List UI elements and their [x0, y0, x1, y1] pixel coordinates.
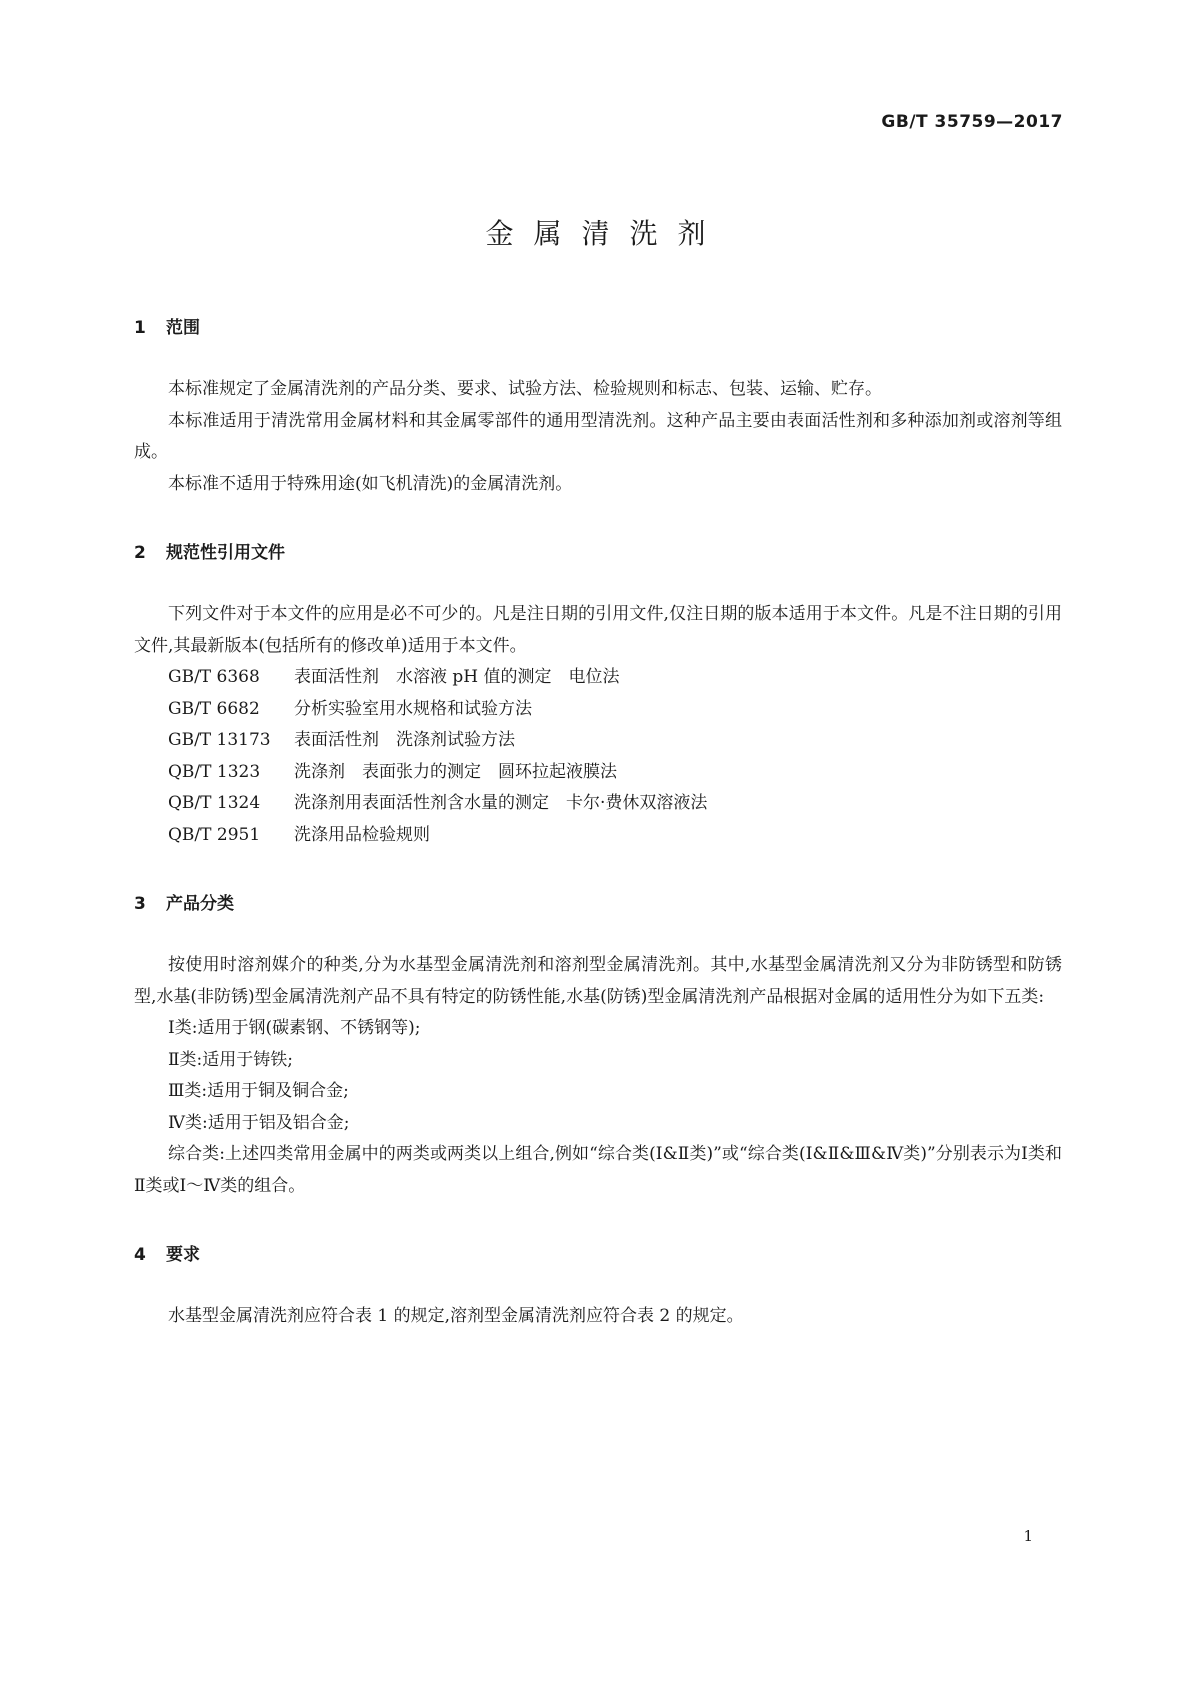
section-number: 3 — [134, 894, 146, 914]
reference-item — [134, 757, 1062, 789]
section-heading-normative-references — [134, 541, 1062, 565]
section-number: 1 — [134, 318, 146, 338]
paragraph: 本标准适用于清洗常用金属材料和其金属零部件的通用型清洗剂。这种产品主要由表面活性剂和多种添加剂或溶剂等组成。 — [134, 410, 1062, 462]
section-title: 要求 — [166, 1245, 200, 1265]
reference-title: 表面活性剂 水溶液 pH 值的测定 电位法 — [294, 667, 620, 687]
section-heading-classification — [134, 892, 1062, 916]
class-item: Ⅱ类:适用于铸铁; — [168, 1049, 294, 1070]
document-body — [134, 316, 1062, 1333]
reference-code: GB/T 6368 — [168, 667, 260, 687]
reference-item — [134, 694, 1062, 726]
standard-number: GB/T 35759—2017 — [881, 112, 1063, 132]
reference-title: 洗涤用品检验规则 — [294, 824, 430, 845]
paragraph: 综合类:上述四类常用金属中的两类或两类以上组合,例如“综合类(Ⅰ&Ⅱ类)”或“综合类(Ⅰ&Ⅱ&Ⅲ&Ⅳ类)”分别表示为Ⅰ类和Ⅱ类或Ⅰ～Ⅳ类的组合。 — [134, 1144, 1062, 1196]
page-number: 1 — [1023, 1527, 1033, 1545]
document-title: 金属清洗剂 — [485, 217, 726, 250]
class-item: Ⅳ类:适用于铝及铝合金; — [168, 1112, 350, 1133]
section-title: 范围 — [166, 318, 200, 338]
section-title: 产品分类 — [166, 894, 234, 914]
reference-code: QB/T 2951 — [168, 824, 261, 845]
reference-code: GB/T 6682 — [168, 698, 260, 719]
reference-item — [134, 662, 1062, 694]
class-item: Ⅲ类:适用于铜及铜合金; — [168, 1081, 349, 1101]
reference-item — [134, 788, 1062, 820]
reference-code: QB/T 1323 — [168, 761, 261, 782]
paragraph: 下列文件对于本文件的应用是必不可少的。凡是注日期的引用文件,仅注日期的版本适用于本文件。凡是不注日期的引用文件,其最新版本(包括所有的修改单)适用于本文件。 — [134, 604, 1062, 656]
paragraph: 本标准不适用于特殊用途(如飞机清洗)的金属清洗剂。 — [168, 473, 573, 494]
reference-title: 分析实验室用水规格和试验方法 — [294, 698, 532, 719]
reference-item — [134, 725, 1062, 757]
reference-title: 洗涤剂 表面张力的测定 圆环拉起液膜法 — [294, 761, 617, 782]
section-number: 4 — [134, 1245, 146, 1265]
reference-title: 洗涤剂用表面活性剂含水量的测定 卡尔·费休双溶液法 — [294, 793, 708, 813]
class-item: Ⅰ类:适用于钢(碳素钢、不锈钢等); — [168, 1018, 421, 1038]
paragraph: 水基型金属清洗剂应符合表 1 的规定,溶剂型金属清洗剂应符合表 2 的规定。 — [168, 1306, 744, 1326]
section-heading-requirements — [134, 1243, 1062, 1267]
reference-code: GB/T 13173 — [168, 730, 271, 750]
section-heading-scope — [134, 316, 1062, 340]
paragraph: 按使用时溶剂媒介的种类,分为水基型金属清洗剂和溶剂型金属清洗剂。其中,水基型金属清洗剂又分为非防锈型和防锈型,水基(非防锈)型金属清洗剂产品不具有特定的防锈性能,水基(防锈)型金属清洗剂产品根据对金属的适用性分为如下五类: — [134, 955, 1062, 1007]
reference-title: 表面活性剂 洗涤剂试验方法 — [294, 730, 515, 750]
paragraph: 本标准规定了金属清洗剂的产品分类、要求、试验方法、检验规则和标志、包装、运输、贮存。 — [168, 379, 882, 399]
reference-code: QB/T 1324 — [168, 793, 261, 813]
reference-item — [134, 820, 1062, 852]
section-number: 2 — [134, 543, 146, 563]
section-title: 规范性引用文件 — [166, 543, 285, 563]
